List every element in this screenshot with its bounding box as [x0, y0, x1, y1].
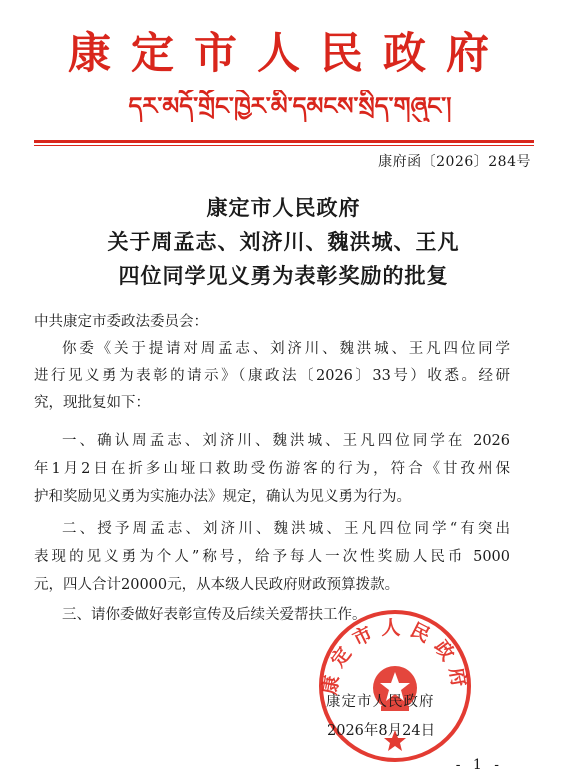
paragraph-3-line-1: 二、授予周孟志、刘济川、魏洪城、王凡四位同学“有突出	[62, 521, 510, 537]
paragraph-2-line-3: 护和奖励见义勇为实施办法》规定，确认为见义勇为行为。	[34, 489, 411, 505]
official-seal	[315, 606, 475, 766]
document-title-line-3: 四位同学见义勇为表彰奖励的批复	[118, 263, 449, 288]
paragraph-2-line-2: 年1月2日在折多山垭口救助受伤游客的行为，符合《甘孜州保	[34, 461, 510, 477]
document-title-line-1: 康定市人民政府	[206, 195, 361, 220]
seal-text: 康定市人民政府	[318, 617, 472, 697]
salutation: 中共康定市委政法委员会：	[34, 314, 208, 330]
signature-date: 2026年8月24日	[327, 723, 436, 739]
paragraph-1-line-1: 你委《关于提请对周孟志、刘济川、魏洪城、王凡四位同学	[62, 341, 510, 357]
signature-organization: 康定市人民政府	[326, 694, 435, 710]
paragraph-1-line-2: 进行见义勇为表彰的请示》（康政法〔2026〕33号）收悉。经研	[34, 368, 510, 384]
tibetan-text: དར་མདོ་གྲོང་ཁྱེར་མི་དམངས་སྲིད་གཞུང་།	[128, 92, 452, 120]
header-red-rule	[34, 140, 534, 143]
header-red-rule-thin	[34, 145, 534, 146]
document-number: 康府函〔2026〕284号	[378, 154, 531, 170]
masthead-tibetan-text	[40, 90, 540, 122]
paragraph-3-line-2: 表现的见义勇为个人”称号，给予每人一次性奖励人民币 5000	[34, 549, 510, 565]
page-number: - 1 -	[455, 757, 503, 773]
paragraph-2-line-1: 一、确认周孟志、刘济川、魏洪城、王凡四位同学在 2026	[62, 433, 510, 449]
paragraph-3-line-3: 元，四人合计20000元，从本级人民政府财政预算拨款。	[34, 577, 400, 593]
paragraph-4: 三、请你委做好表彰宣传及后续关爱帮扶工作。	[62, 607, 367, 623]
paragraph-1-line-3: 究，现批复如下：	[34, 395, 150, 411]
masthead-title: 康定市人民政府	[68, 29, 509, 79]
document-title-line-2: 关于周孟志、刘济川、魏洪城、王凡	[107, 229, 460, 254]
